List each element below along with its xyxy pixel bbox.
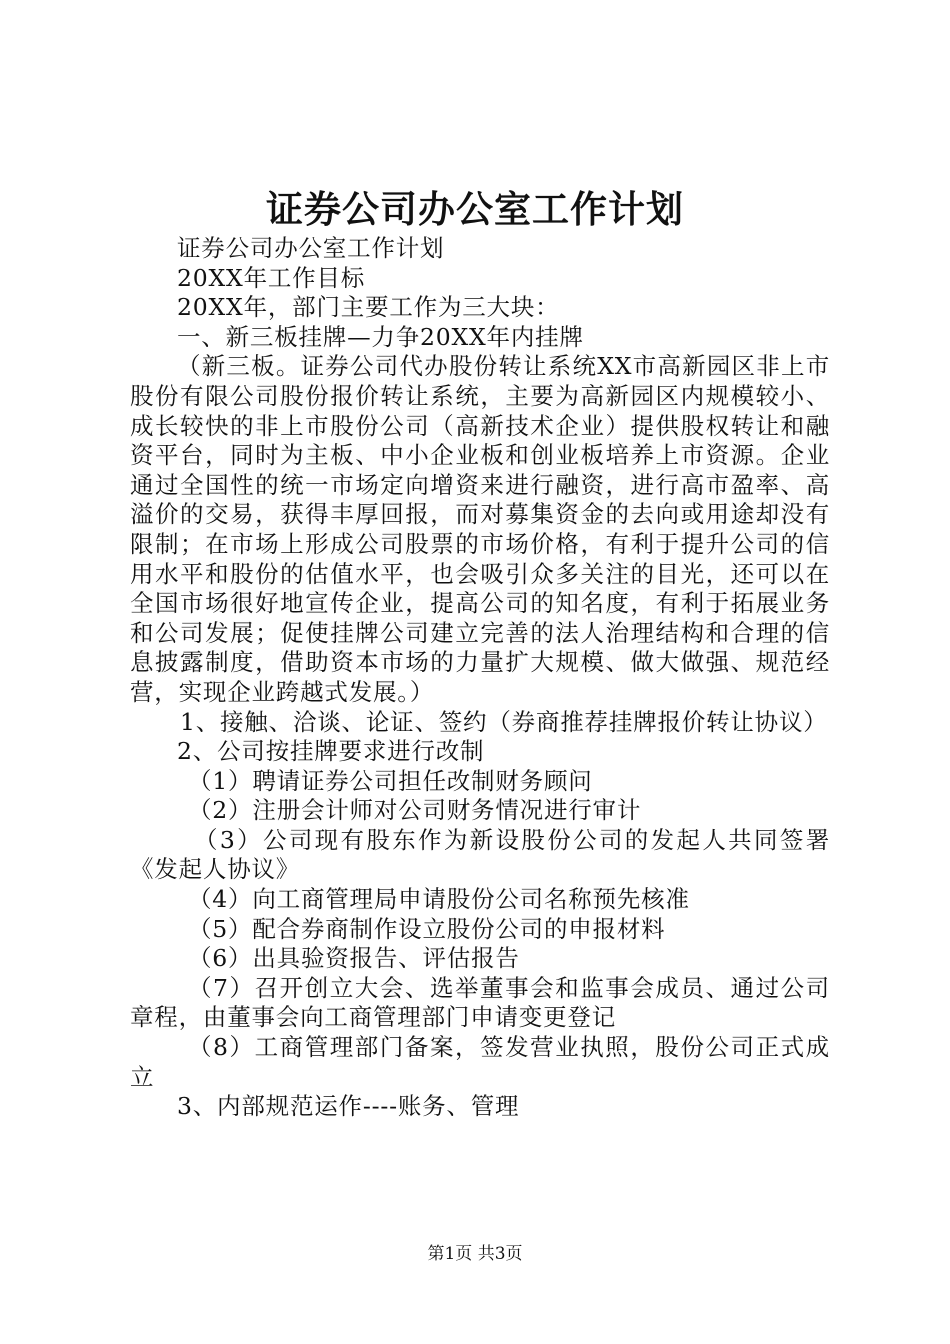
sub-item-7: （7）召开创立大会、选举董事会和监事会成员、通过公司章程，由董事会向工商管理部门申请变更登记 bbox=[130, 973, 830, 1032]
paragraph-goal-heading: 20XX年工作目标 bbox=[177, 263, 366, 292]
sub-item-8: （8）工商管理部门备案，签发营业执照，股份公司正式成立 bbox=[130, 1033, 830, 1091]
sub-item-3: （3）公司现有股东作为新设股份公司的发起人共同签署《发起人协议》 bbox=[130, 825, 830, 884]
list-item-3: 3、内部规范运作----账务、管理 bbox=[177, 1092, 520, 1121]
sub-item-6: （6）出具验资报告、评估报告 bbox=[188, 944, 520, 973]
paragraph-intro: 20XX年，部门主要工作为三大块： bbox=[177, 293, 560, 322]
list-item-1: 1、接触、洽谈、论证、签约（券商推荐挂牌报价转让协议） bbox=[180, 707, 828, 736]
list-item-2: 2、公司按挂牌要求进行改制 bbox=[177, 737, 485, 766]
paragraph-subtitle: 证券公司办公室工作计划 bbox=[177, 234, 445, 262]
document-title: 证券公司办公室工作计划 bbox=[266, 187, 684, 231]
sub-item-2: （2）注册会计师对公司财务情况进行审计 bbox=[188, 796, 642, 825]
sub-item-5: （5）配合券商制作设立股份公司的申报材料 bbox=[188, 914, 666, 943]
page-number-footer: 第1页 共3页 bbox=[427, 1244, 523, 1264]
paragraph-explanation: （新三板。证券公司代办股份转让系统XX市高新园区非上市股份有限公司股份报价转让系统，主要为高新园区内规模较小、成长较快的非上市股份公司（高新技术企业）提供股权转让和融资平台，同时为主板、中小企业板和创业板培养上市资源。企业通过全国性的统一市场定向增资来进行融资，进行高市盈率、高溢价的交易，获得丰厚回报，而对募集资金的去向或用途却没有限制；在市场上形成公司股票的市场价格，有利于提升公司的信用水平和股份的估值水平，也会吸引众多关注的目光，还可以在全国市场很好地宣传企业，提高公司的知名度，有利于拓展业务和公司发展；促使挂牌公司建立完善的法人治理结构和合理的信息披露制度，借助资本市场的力量扩大规模、做大做强、规范经营，实现企业跨越式发展。） bbox=[130, 352, 830, 706]
sub-item-4: （4）向工商管理局申请股份公司名称预先核准 bbox=[188, 885, 690, 914]
section-heading-1: 一、新三板挂牌—力争20XX年内挂牌 bbox=[177, 322, 584, 351]
sub-item-1: （1）聘请证券公司担任改制财务顾问 bbox=[188, 766, 593, 795]
document-body bbox=[130, 234, 830, 1122]
